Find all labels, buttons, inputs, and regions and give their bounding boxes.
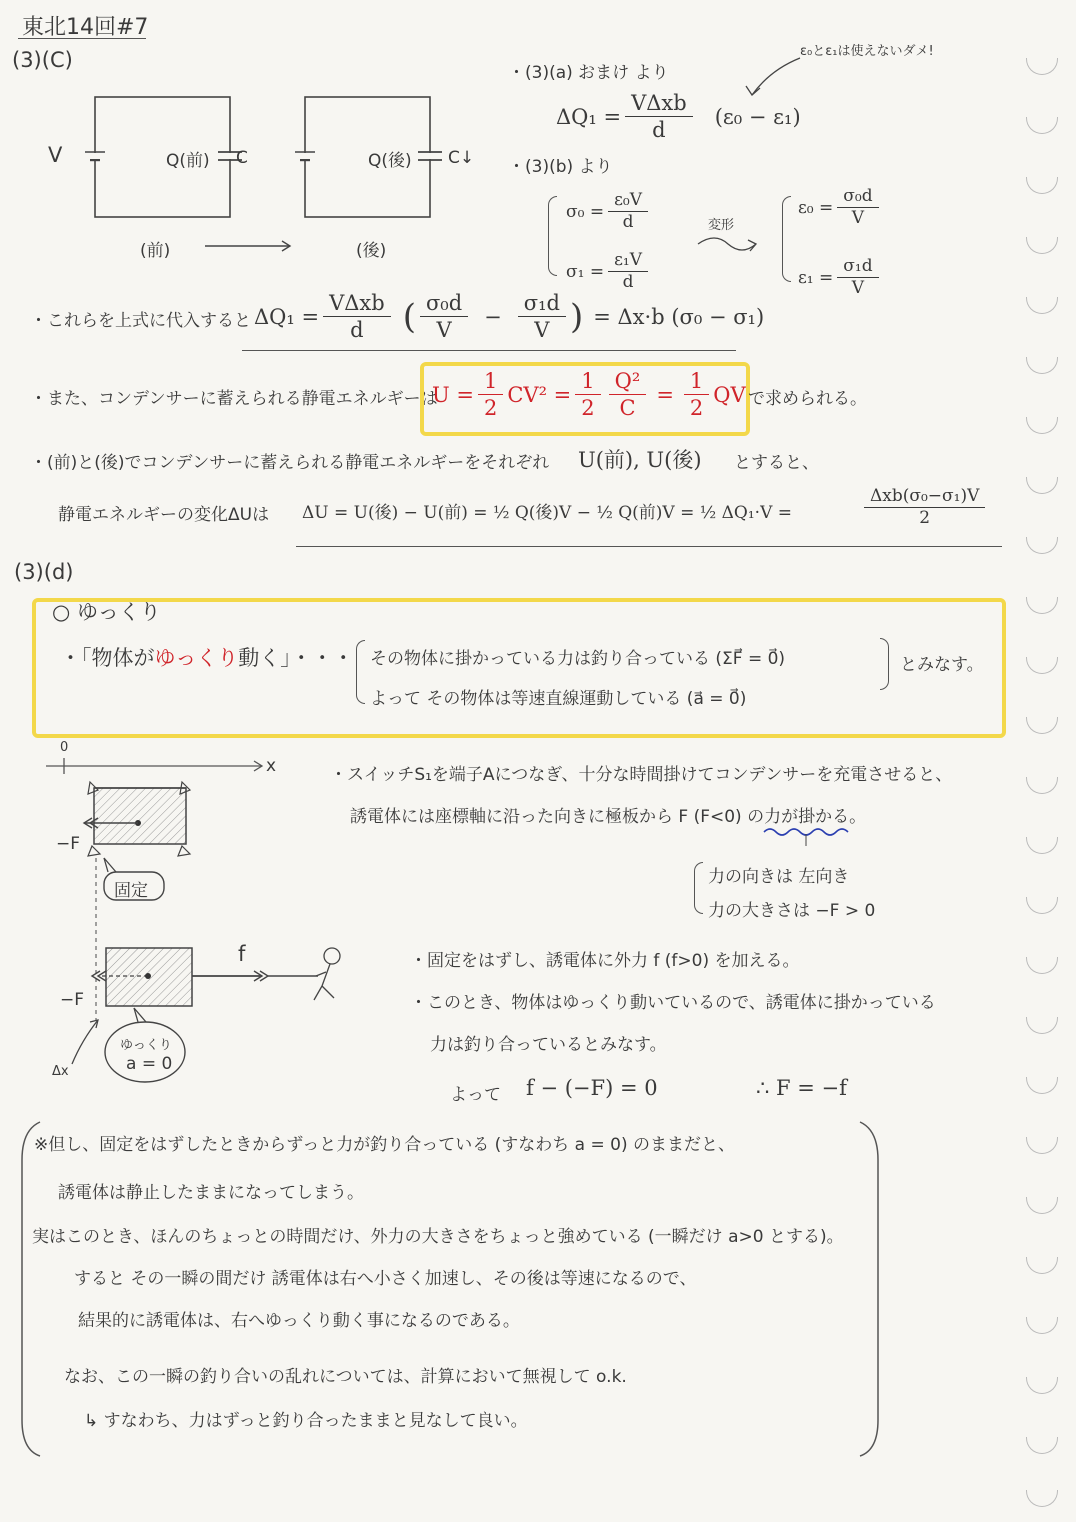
subst-text: ・これらを上式に代入すると [30, 311, 251, 331]
subst-a-num: σ₀d [420, 290, 468, 317]
subst-minus: − [484, 304, 502, 329]
eps1-den: V [851, 278, 865, 299]
caption-after: (後) [356, 241, 387, 261]
subst-den: d [350, 318, 364, 343]
sigma1-num: ε₁V [608, 250, 648, 272]
slow-line-red: ゆっくり [154, 646, 239, 670]
sigma0-lhs: σ₀ = [566, 201, 605, 222]
sigma1-lhs: σ₁ = [566, 261, 605, 282]
direction-line2: 力の大きさは −F > 0 [708, 901, 876, 921]
page-title: 東北14回#7 [22, 15, 149, 40]
energy-half-den: 2 [483, 396, 498, 421]
henkei-label: 変形 [708, 218, 735, 233]
du-equation: ΔU = U(後) − U(前) = ½ Q(後)V − ½ Q(前)V = ½ ΔQ₁·V = [302, 503, 793, 523]
energy-q2: Q² [609, 368, 647, 395]
slow-bubble-line2: a = 0 [126, 1054, 173, 1074]
step-line2: ・このとき、物体はゆっくり動いているので、誘電体に掛かっている [410, 993, 936, 1013]
eps0-den: V [851, 208, 865, 229]
energy-cv: CV² = [507, 382, 572, 407]
section-label-c: (3)(C) [12, 48, 73, 72]
energy-half-den-3: 2 [689, 396, 704, 421]
balance-equation: f − (−F) = 0 [526, 1076, 658, 1100]
eps1-num: σ₁d [837, 256, 878, 278]
force-f-label: f [238, 942, 246, 966]
dq-numerator: VΔxb [625, 90, 693, 117]
footnote-line7: ↳ すなわち、力はずっと釣り合ったままと見なして良い。 [84, 1411, 528, 1431]
force-minus-f-top: −F [56, 834, 81, 854]
slow-line-post: 動く」・・・ [238, 646, 354, 670]
slow-condition-2: よって その物体は等速直線運動している (a⃗ = 0⃗) [370, 689, 747, 709]
dq-lhs: ΔQ₁ = [556, 104, 622, 129]
sigma1-den: d [622, 272, 634, 293]
axis-x-label: x [266, 756, 277, 776]
energy-qv: QV [713, 382, 746, 407]
paren-open: ( [402, 296, 416, 337]
note-from-a: ・(3)(a) おまけ より [508, 63, 669, 83]
result-equation: ∴ F = −f [756, 1076, 847, 1100]
section-label-d: (3)(d) [14, 560, 74, 584]
footnote-line4: すると その一瞬の間だけ 誘電体は右へ小さく加速し、その後は等速になるので、 [74, 1269, 697, 1289]
eps0-lhs: ε₀ = [798, 197, 834, 218]
axis-origin: 0 [60, 740, 69, 755]
energy-c: C [619, 396, 636, 421]
energy-def-u: U(前), U(後) [578, 448, 702, 472]
du-num: Δxb(σ₀−σ₁)V [864, 486, 985, 508]
footnote-line3: 実はこのとき、ほんのちょっとの時間だけ、外力の大きさをちょっと強めている (一瞬だけ a>0 とする)。 [32, 1227, 844, 1247]
energy-half-num-2: 1 [575, 368, 600, 395]
paren-close: ) [569, 296, 584, 337]
energy-eq: = [656, 382, 674, 407]
footnote-line5: 結果的に誘電体は、右へゆっくり動く事になるのである。 [78, 1311, 520, 1331]
sigma0-num: ε₀V [608, 190, 648, 212]
charge-after-label: Q(後) [368, 151, 412, 171]
slow-box-title: ○ ゆっくり [52, 600, 161, 624]
subst-num: VΔxb [323, 290, 391, 317]
charge-before-label: Q(前) [166, 151, 210, 171]
slow-condition-1: その物体に掛かっている力は釣り合っている (ΣF⃗ = 0⃗) [370, 649, 786, 669]
capacitance-label-after: C↓ [448, 148, 475, 168]
yotte-label: よって [450, 1085, 501, 1105]
subst-a-den: V [436, 318, 452, 343]
energy-u: U = [432, 382, 474, 407]
fixed-label: 固定 [114, 881, 148, 901]
subst-b-den: V [534, 318, 550, 343]
note-from-b: ・(3)(b) より [508, 157, 613, 177]
slow-bubble-line1: ゆっくり [120, 1038, 172, 1053]
footnote-line6: なお、この一瞬の釣り合いの乱れについては、計算において無視して o.k. [64, 1367, 627, 1387]
energy-half-num: 1 [478, 368, 503, 395]
step-line1: ・固定をはずし、誘電体に外力 f (f>0) を加える。 [410, 951, 800, 971]
eps0-num: σ₀d [837, 186, 878, 208]
footnote-line2: 誘電体は静止したままになってしまう。 [58, 1183, 364, 1203]
subst-lhs: ΔQ₁ = [254, 304, 320, 329]
du-label: 静電エネルギーの変化ΔUは [58, 505, 270, 525]
sigma0-den: d [622, 212, 634, 233]
description-line1: ・スイッチS₁を端子Aにつなぎ、十分な時間掛けてコンデンサーを充電させると、 [330, 765, 953, 785]
force-minus-f-bottom: −F [60, 990, 85, 1010]
dq-denominator: d [652, 118, 666, 143]
capacitance-label-before: C [236, 148, 248, 168]
energy-def-tail: とすると、 [734, 453, 819, 473]
energy-tail: で求められる。 [748, 389, 867, 409]
dq-tail: (ε₀ − ε₁) [714, 104, 801, 129]
energy-half-den-2: 2 [581, 396, 595, 421]
voltage-label: V [48, 143, 63, 167]
energy-intro: ・また、コンデンサーに蓄えられる静電エネルギーは [30, 389, 438, 409]
description-line2: 誘電体には座標軸に沿った向きに極板から F (F<0) の力が掛かる。 [350, 807, 867, 827]
direction-line1: 力の向きは 左向き [708, 867, 850, 887]
dx-label: Δx [52, 1064, 69, 1079]
energy-definition: ・(前)と(後)でコンデンサーに蓄えられる静電エネルギーをそれぞれ [30, 453, 550, 473]
slow-line-pre: ・「物体が [60, 646, 155, 670]
footnote-line1: ※但し、固定をはずしたときからずっと力が釣り合っている (すなわち a = 0) のままだと、 [34, 1135, 735, 1155]
eps1-lhs: ε₁ = [798, 267, 834, 288]
slow-tail: とみなす。 [900, 655, 984, 675]
eps-warning-note: ε₀とε₁は使えないダメ! [800, 44, 934, 59]
subst-rhs: = Δx·b (σ₀ − σ₁) [593, 304, 765, 329]
du-den: 2 [919, 508, 931, 529]
step-line3: 力は釣り合っているとみなす。 [430, 1035, 667, 1055]
caption-before: (前) [140, 241, 171, 261]
subst-b-num: σ₁d [518, 290, 566, 317]
energy-half-num-3: 1 [684, 368, 709, 395]
